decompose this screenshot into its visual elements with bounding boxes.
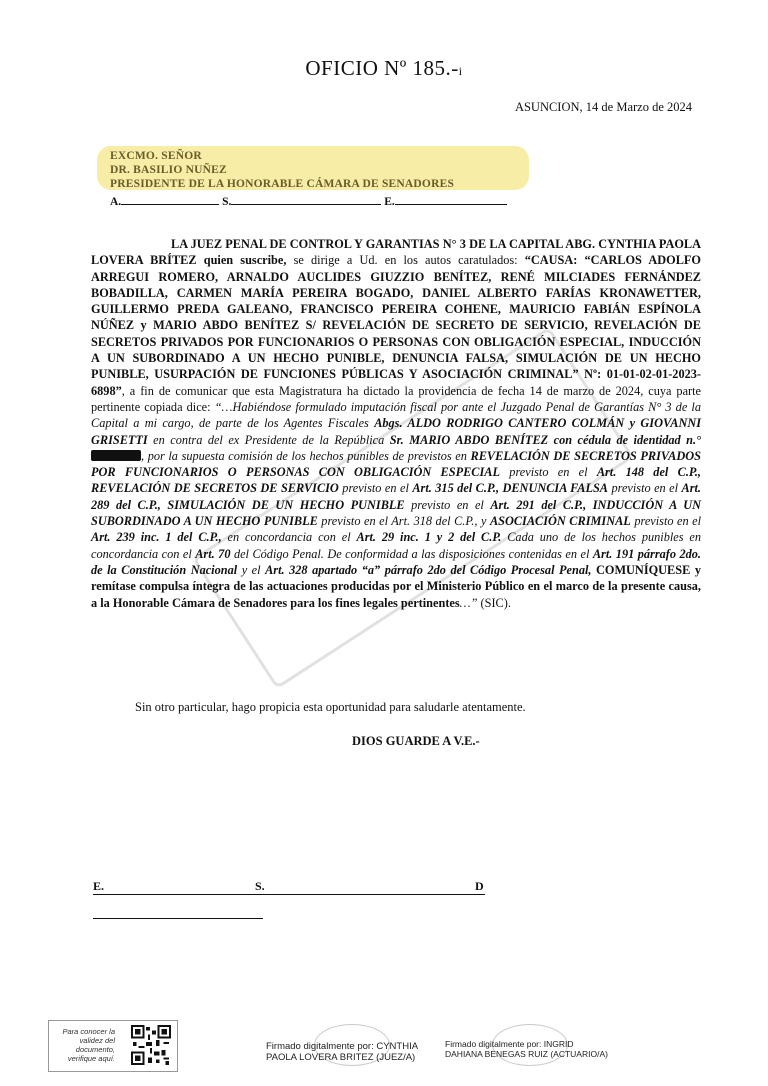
document-title bbox=[0, 56, 768, 81]
quoted-text: previsto en el bbox=[630, 514, 702, 529]
quoted-text: en contra del ex Presidente de la República bbox=[147, 432, 390, 447]
addressee-marks bbox=[110, 192, 507, 208]
case-caption: “CAUSA: “CARLOS ADOLFO ARREGUI ROMERO, ARNALDO AUCLIDES GIUZZIO BENÍTEZ, RENÉ MILCIADES FERNÁNDEZ BOBADILLA, CARMEN MARÍA PEREIRA BOGADO, DANIEL ALBERTO FARÍAS KRONAWETTER, GUILLERMO PREDA GALEANO, FRANCISCO PEREIRA COHENE, MAURICIO FABIÁN ESPÍNOLA NÚÑEZ y MARIO ABDO BENÍTEZ S/ REVELACIÓN DE SECRETO DE SERVICIO, REVELACIÓN DE SECRETOS PRIVADOS POR FUNCIONARIOS O PERSONAS CON OBLIGACIÓN ESPECIAL, INDUCCIÓN A UN SUBORDINADO A UN HECHO PUNIBLE, DENUNCIA FALSA, SIMULACIÓN DE UN HECHO PUNIBLE, USURPACIÓN DE FUNCIONES PÚBLICAS Y ASOCIACIÓN CRIMINAL” Nº: 01-01-02-01-2023-6898” bbox=[91, 253, 701, 398]
article-ref: Art. 239 inc. 1 del C.P., bbox=[91, 530, 222, 545]
quoted-text: del Código Penal. De conformidad a las disposiciones contenidas en el bbox=[230, 546, 593, 561]
quoted-text: Art. 318 del C.P., y bbox=[391, 514, 490, 529]
sig2-line1: Firmado digitalmente por: INGRID bbox=[445, 1039, 574, 1049]
blank-s bbox=[231, 192, 381, 205]
quoted-text: previsto en el bbox=[317, 514, 392, 529]
article-ref: Art. 191 párrafo 2do. de la Constitución Nacional bbox=[91, 546, 701, 577]
body-text: , a fin de comunicar que esta Magistratura ha dictado la providencia de fecha 14 de marzo de 2024, cuya parte pertinente copiada dice: bbox=[91, 383, 701, 414]
judge-intro: LA JUEZ PENAL DE CONTROL Y GARANTIAS N° 3 DE LA CAPITAL ABG. CYNTHIA PAOLA LOVERA BRÍTEZ quien suscribe, bbox=[91, 237, 701, 268]
sig1-line2: PAOLA LOVERA BRITEZ (JUEZ/A) bbox=[266, 1051, 416, 1063]
article-ref: Art. 70 bbox=[195, 546, 231, 561]
sig2-line2: DAHIANA BENEGAS RUIZ (ACTUARIO/A) bbox=[445, 1048, 608, 1059]
sig1-line1: Firmado digitalmente por: CYNTHIA bbox=[266, 1041, 419, 1052]
quoted-text: previsto en el bbox=[338, 481, 413, 496]
signature-underline bbox=[93, 918, 263, 919]
offense-name: Art. 289 del C.P., SIMULACIÓN DE UN HECHO PUNIBLE bbox=[91, 481, 701, 512]
sig-mark-s: S. bbox=[255, 879, 265, 893]
order-text: COMUNÍQUESE y remítase compulsa íntegra de las actuaciones producidas por el Ministerio Público en el marco de la presente causa, a la Honorable Cámara de Senadores para los fines legales pertinentes bbox=[91, 562, 701, 610]
signature-line bbox=[93, 878, 485, 895]
quoted-text: en concordancia con el bbox=[221, 530, 357, 545]
body-paragraph bbox=[91, 236, 701, 611]
mark-s: S. bbox=[222, 196, 232, 208]
sic-note: (SIC). bbox=[477, 595, 511, 610]
defendant-name: Sr. MARIO ABDO BENÍTEZ con cédula de identidad n.° bbox=[389, 432, 701, 447]
title-suffix: i bbox=[458, 64, 463, 78]
quoted-text: previsto en el bbox=[608, 481, 682, 496]
blank-a bbox=[121, 192, 219, 205]
quoted-text: “…Habiéndose formulado imputación fiscal por ante el Juzgado Penal de Garantías N° 3 de la Capital a mi cargo, de parte de los Agentes Fiscales bbox=[91, 399, 701, 431]
offense-name: Art. 315 del C.P., DENUNCIA FALSA bbox=[412, 481, 609, 496]
addressee-line-2: DR. BASILIO NUÑEZ bbox=[110, 164, 227, 176]
qr-caption: Para conocer la validez del documento, verifique aquí. bbox=[62, 1027, 115, 1063]
offense-name: Art. 148 del C.P., REVELACIÓN DE SECRETOS DE SERVICIO bbox=[91, 465, 701, 496]
blank-e bbox=[395, 192, 507, 205]
mark-e: E. bbox=[384, 196, 395, 208]
sig-mark-d: D bbox=[475, 879, 484, 893]
quoted-text: Cada uno de los hechos punibles en concordancia con el bbox=[91, 530, 702, 561]
qr-code-icon[interactable] bbox=[131, 1025, 171, 1065]
article-ref: Art. 29 inc. 1 y 2 del C.P. bbox=[356, 530, 502, 545]
addressee-line-1: EXCMO. SEÑOR bbox=[110, 150, 202, 162]
offense-name: Art. 291 del C.P., INDUCCIÓN A UN SUBORDINADO A UN HECHO PUNIBLE bbox=[91, 497, 701, 529]
offense-name: ASOCIACIÓN CRIMINAL bbox=[489, 514, 631, 529]
closing-salutation: DIOS GUARDE A V.E.- bbox=[352, 734, 480, 748]
closing-text: Sin otro particular, hago propicia esta oportunidad para saludarle atentamente. bbox=[135, 700, 526, 714]
quoted-text: y el bbox=[237, 562, 266, 577]
redacted-id bbox=[91, 450, 141, 461]
quoted-text: …” bbox=[459, 595, 478, 610]
mark-a: A. bbox=[110, 196, 122, 208]
title-text: OFICIO Nº 185.- bbox=[305, 56, 459, 80]
body-text: se dirige a Ud. en los autos caratulados: bbox=[286, 253, 525, 268]
quoted-text: , por la supuesta comisión de los hechos punibles de previstos en bbox=[141, 448, 471, 463]
addressee-line-3: PRESIDENTE DE LA HONORABLE CÁMARA DE SENADORES bbox=[110, 178, 455, 190]
digital-signature-judge bbox=[266, 1042, 418, 1063]
qr-verification-box[interactable] bbox=[48, 1020, 178, 1072]
prosecutors-names: Abgs. ALDO RODRIGO CANTERO COLMÁN y GIOVANNI GRISETTI bbox=[91, 416, 701, 447]
article-ref: Art. 328 apartado “a” párrafo 2do del Código Procesal Penal, bbox=[265, 562, 592, 577]
sig-mark-e: E. bbox=[93, 879, 105, 893]
digital-signature-actuary bbox=[445, 1040, 608, 1059]
offense-name: REVELACIÓN DE SECRETOS PRIVADOS POR FUNCIONARIOS O PERSONAS CON OBLIGACIÓN ESPECIAL bbox=[91, 448, 701, 480]
quoted-text: previsto en el bbox=[404, 497, 491, 512]
document-date: ASUNCION, 14 de Marzo de 2024 bbox=[514, 100, 692, 114]
quoted-text: previsto en el bbox=[500, 465, 597, 480]
document-body bbox=[91, 236, 701, 611]
